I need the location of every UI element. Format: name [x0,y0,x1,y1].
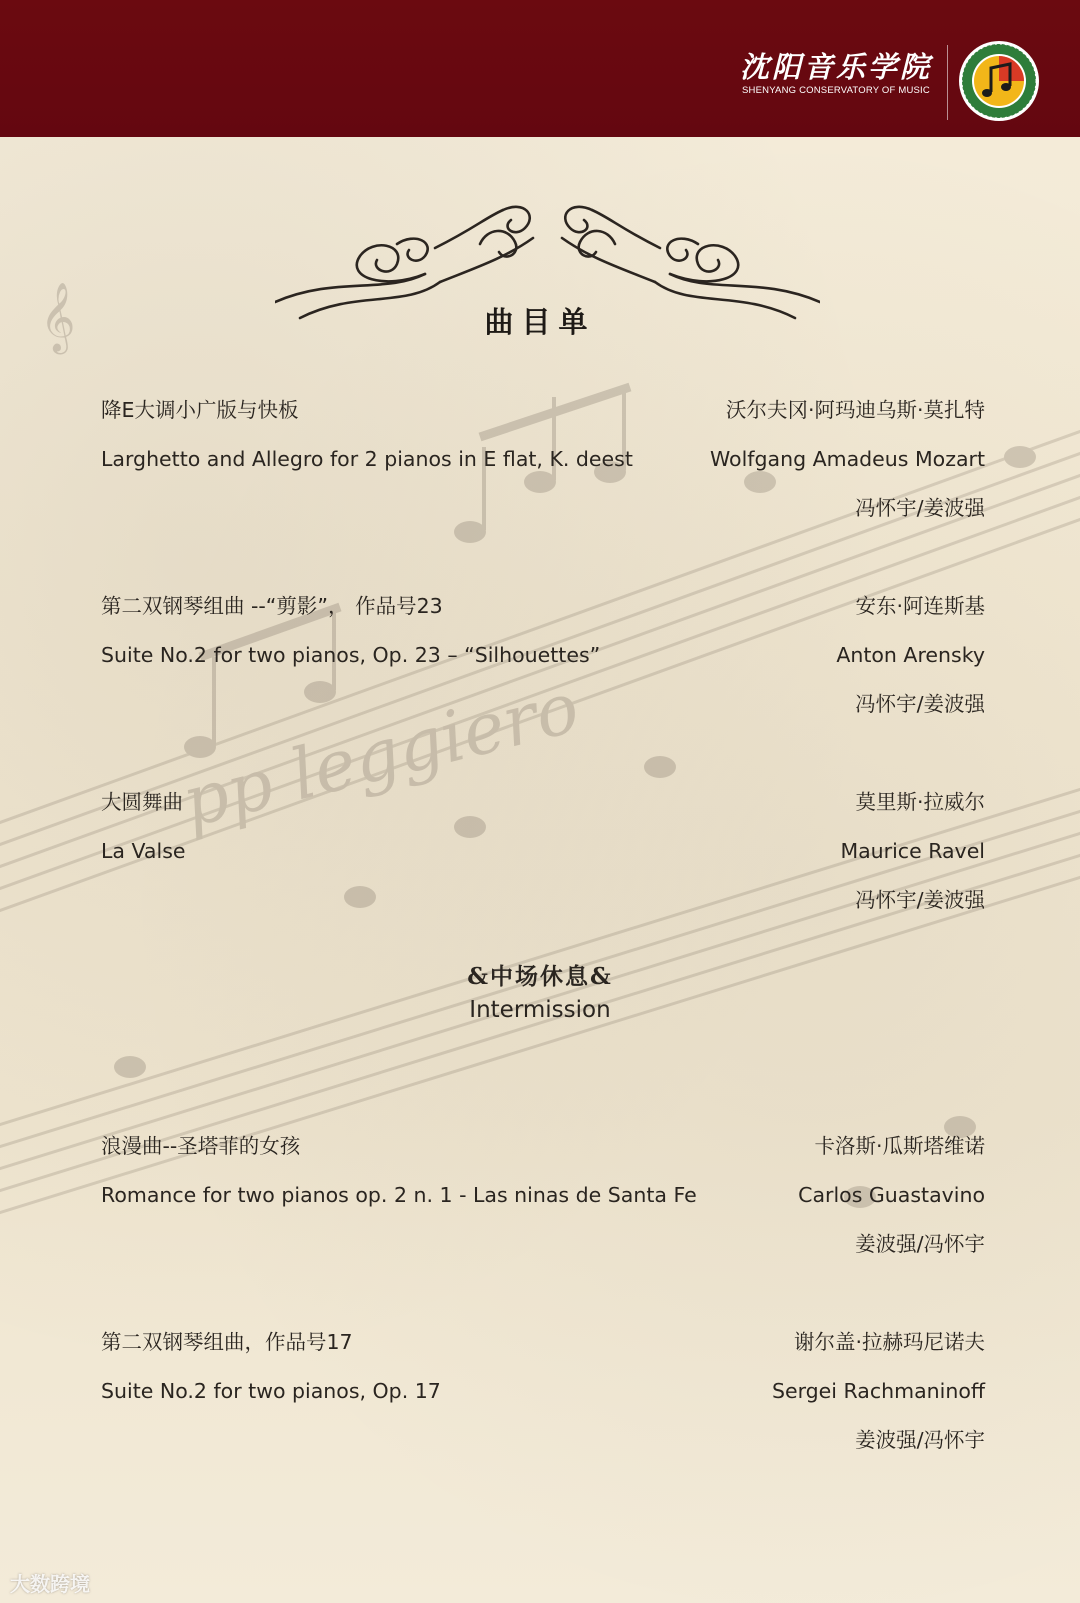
composer-cn: 安东·阿连斯基 [855,594,985,618]
piece-title-en: Romance for two pianos op. 2 n. 1 - Las ninas de Santa Fe [101,1183,697,1207]
header-bar [0,0,1080,137]
composer-en: Maurice Ravel [840,839,985,863]
performers: 冯怀宇/姜波强 [855,888,985,912]
composer-cn: 卡洛斯·瓜斯塔维诺 [814,1134,985,1158]
performers: 姜波强/冯怀宇 [855,1232,985,1256]
header-divider [947,45,948,120]
svg-text:𝄞: 𝄞 [40,282,76,352]
school-brand [740,52,932,96]
piece-title-en: Larghetto and Allegro for 2 pianos in E flat, K. deest [101,447,633,471]
intermission [0,962,1080,1025]
intermission-en: Intermission [469,997,611,1023]
watermark: 大数跨境 [10,1572,90,1596]
composer-cn: 谢尔盖·拉赫玛尼诺夫 [793,1330,985,1354]
piece-title-cn: 浪漫曲--圣塔菲的女孩 [101,1134,301,1158]
intermission-cn: &中场休息& [467,963,613,990]
conservatory-seal-icon [958,40,1040,122]
piece-title-cn: 大圆舞曲 [101,790,183,814]
school-name-cn: 沈阳音乐学院 [739,50,932,84]
composer-cn: 沃尔夫冈·阿玛迪乌斯·莫扎特 [725,398,985,422]
svg-text:pp leggiero: pp leggiero [174,666,587,844]
program-item [101,788,985,935]
piece-title-cn: 降E大调小广版与快板 [101,398,299,422]
piece-title-en: La Valse [101,839,186,863]
performers: 冯怀宇/姜波强 [855,496,985,520]
program-item [101,396,985,543]
composer-cn: 莫里斯·拉威尔 [855,790,985,814]
performers: 冯怀宇/姜波强 [855,692,985,716]
program-item [101,1328,985,1475]
composer-en: Wolfgang Amadeus Mozart [709,447,985,471]
piece-title-en: Suite No.2 for two pianos, Op. 23 – “Silhouettes” [101,643,601,667]
piece-title-cn: 第二双钢琴组曲，作品号17 [101,1330,353,1354]
school-name-en: SHENYANG CONSERVATORY OF MUSIC [742,85,930,96]
performers: 姜波强/冯怀宇 [855,1428,985,1452]
piece-title-cn: 第二双钢琴组曲 --“剪影”， 作品号23 [101,594,443,618]
composer-en: Carlos Guastavino [798,1183,985,1207]
program-item [101,1132,985,1279]
program-title: 曲目单 [484,305,596,339]
composer-en: Anton Arensky [836,643,985,667]
program-item [101,592,985,739]
composer-en: Sergei Rachmaninoff [771,1379,985,1403]
piece-title-en: Suite No.2 for two pianos, Op. 17 [101,1379,441,1403]
